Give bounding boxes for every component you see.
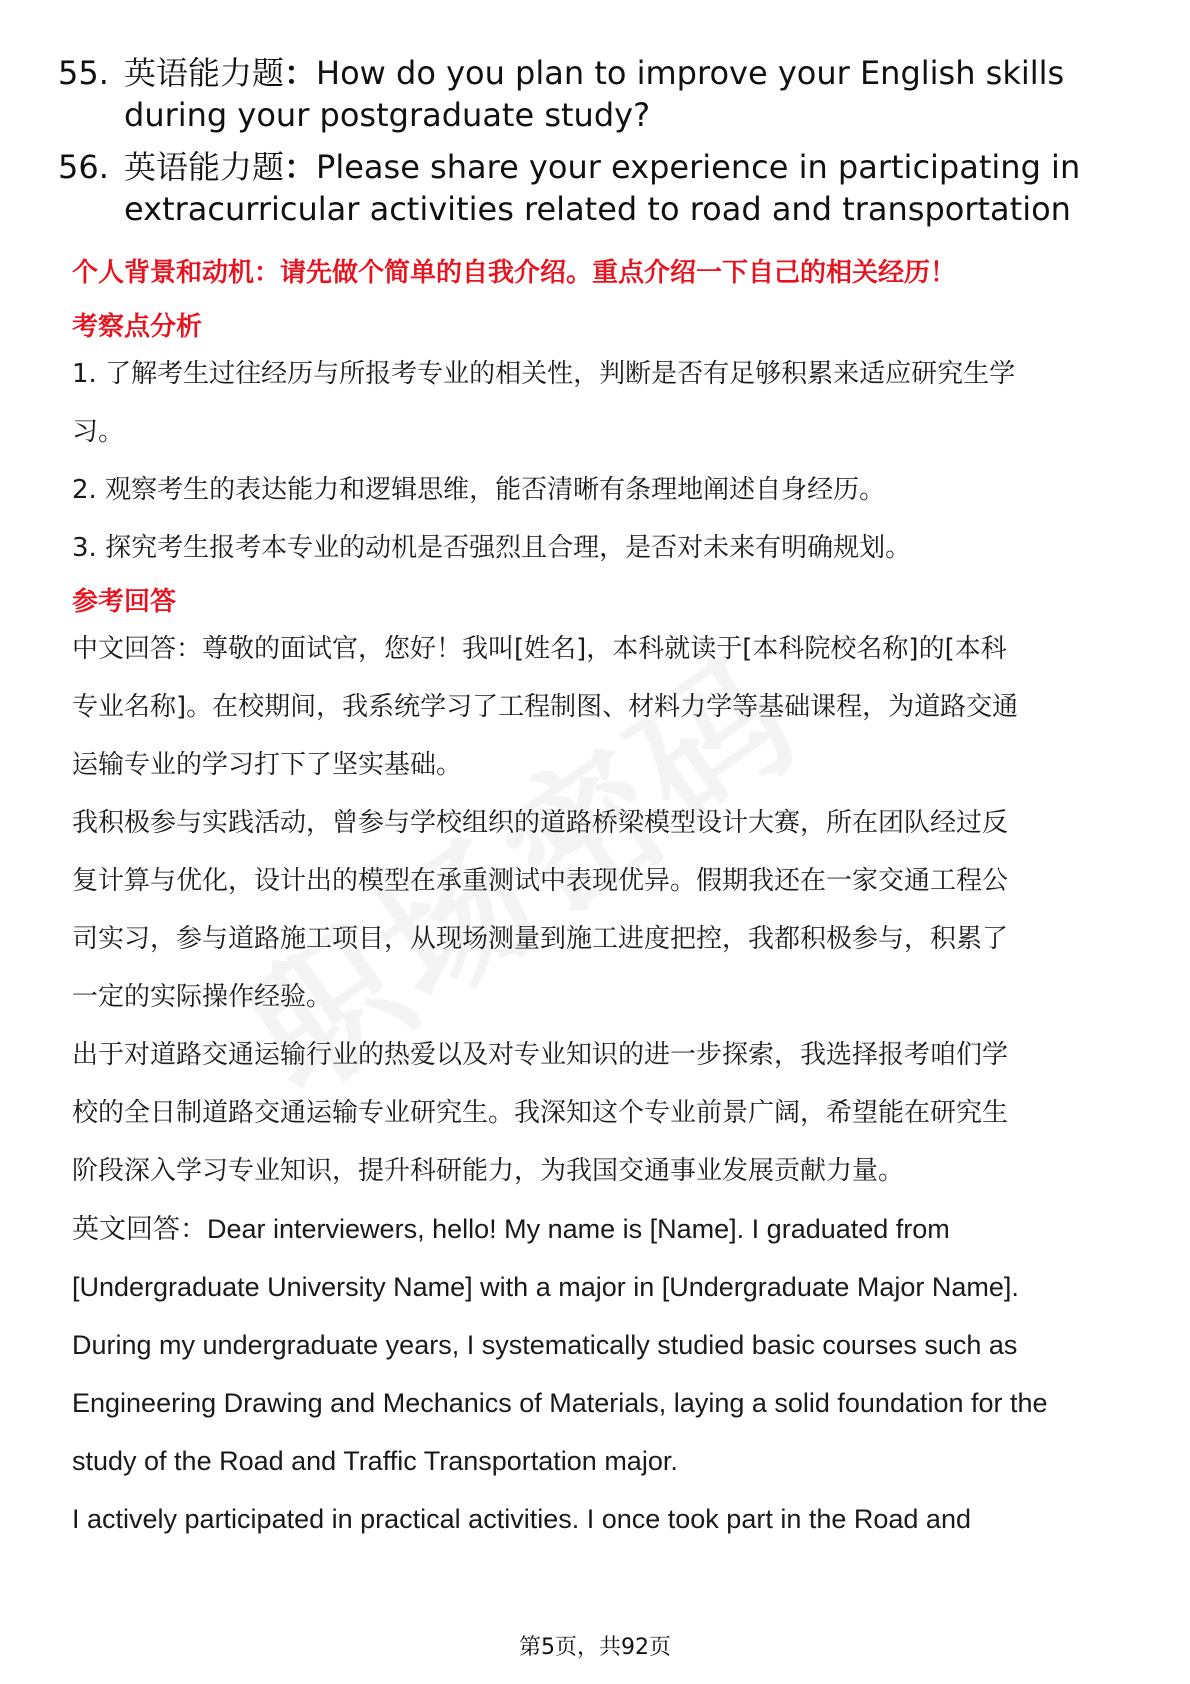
answer-line: 司实习，参与道路施工项目，从现场测量到施工进度把控，我都积极参与，积累了 [72,924,1009,954]
question-line-2: during your postgraduate study? [124,96,651,134]
section-title: 个人背景和动机：请先做个简单的自我介绍。重点介绍一下自己的相关经历！ [72,258,957,288]
answer-line: 英文回答：Dear interviewers, hello! My name is [Name]. I graduated from [72,1214,950,1244]
analysis-line: 1. 了解考生过往经历与所报考专业的相关性，判断是否有足够积累来适应研究生学 [72,359,1016,389]
question-body [124,146,1138,230]
english-answer [72,1200,1132,1548]
question-55 [58,52,1138,136]
analysis-points [72,345,1132,577]
question-56 [58,146,1138,230]
answer-heading: 参考回答 [72,587,177,617]
question-text: Please share your experience in participating in [316,148,1081,186]
question-number: 55. [58,54,109,92]
answer-line: During my undergraduate years, I systematically studied basic courses such as [72,1330,1018,1360]
question-body [124,52,1138,136]
answer-line: 中文回答：尊敬的面试官，您好！我叫[姓名]，本科就读于[本科院校名称]的[本科 [72,634,1007,664]
question-text: How do you plan to improve your English skills [316,54,1065,92]
answer-line: study of the Road and Traffic Transportation major. [72,1446,678,1476]
answer-line: [Undergraduate University Name] with a major in [Undergraduate Major Name]. [72,1272,1019,1302]
analysis-heading: 考察点分析 [72,312,203,342]
question-colon: ： [284,54,317,92]
answer-line: 我积极参与实践活动，曾参与学校组织的道路桥梁模型设计大赛，所在团队经过反 [72,808,1009,838]
answer-line: 校的全日制道路交通运输专业研究生。我深知这个专业前景广阔，希望能在研究生 [72,1098,1009,1128]
answer-line: 阶段深入学习专业知识，提升科研能力，为我国交通事业发展贡献力量。 [72,1156,905,1186]
question-category: 英语能力题 [124,54,285,92]
analysis-line: 3. 探究考生报考本专业的动机是否强烈且合理，是否对未来有明确规划。 [72,533,912,563]
page-number-footer: 第5页，共92页 [519,1635,671,1660]
answer-line: 专业名称]。在校期间，我系统学习了工程制图、材料力学等基础课程，为道路交通 [72,692,1019,722]
question-number: 56. [58,148,109,186]
question-colon: ： [284,148,317,186]
answer-line: I actively participated in practical activities. I once took part in the Road and [72,1504,971,1534]
question-line-2: extracurricular activities related to road and transportation [124,190,1071,228]
answer-line: 运输专业的学习打下了坚实基础。 [72,750,463,780]
answer-line: Engineering Drawing and Mechanics of Materials, laying a solid foundation for the [72,1388,1048,1418]
answer-line: 出于对道路交通运输行业的热爱以及对专业知识的进一步探索，我选择报考咱们学 [72,1040,1009,1070]
question-line-1 [124,52,1138,94]
analysis-line: 2. 观察考生的表达能力和逻辑思维，能否清晰有条理地阐述自身经历。 [72,475,886,505]
question-line-1 [124,146,1138,188]
answer-line: 一定的实际操作经验。 [72,982,333,1012]
analysis-line: 习。 [72,417,125,447]
question-category: 英语能力题 [124,148,285,186]
chinese-answer [72,620,1132,1200]
answer-line: 复计算与优化，设计出的模型在承重测试中表现优异。假期我还在一家交通工程公 [72,866,1009,896]
